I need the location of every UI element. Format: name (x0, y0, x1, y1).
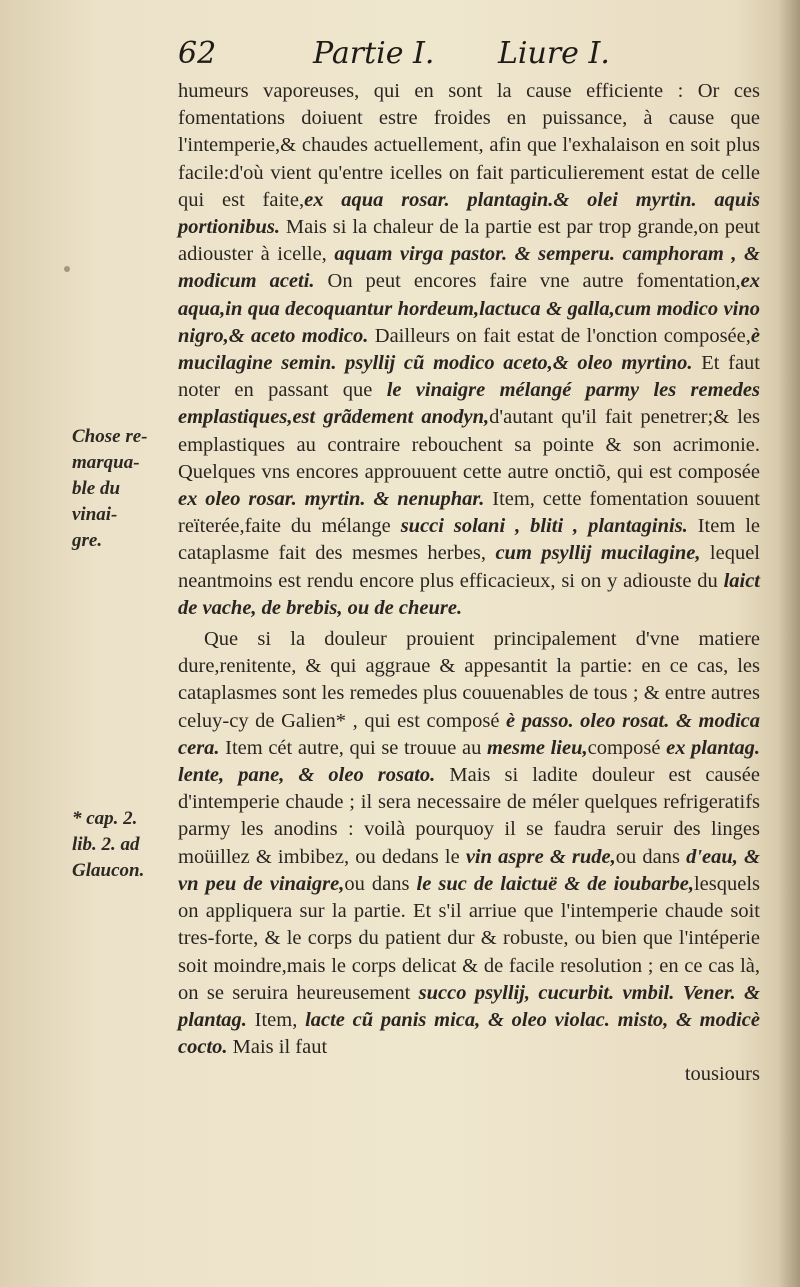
latin-phrase: le vinaigre mélangé parmy les remedes emplastiques,est grãdement anodyn, (178, 379, 761, 429)
latin-phrase: ex aqua rosar. plantagin.& olei myrtin. aquis portionibus. (178, 188, 761, 239)
latin-phrase: d'eau, & vn peu de vinaigre, (178, 845, 761, 895)
latin-phrase: vin aspre & rude, (465, 845, 616, 868)
paragraph (178, 78, 760, 622)
text-run: lequel neantmoins est rendu encore plus efficacieux, si on y adiouste du (178, 542, 761, 592)
text-run: Item cét autre, qui se trouue au (219, 736, 487, 759)
text-run: On peut encores faire vne autre fomentation, (314, 270, 741, 293)
text-run: lesquels on appliquera sur la partie. Et s'il arriue que l'intemperie chaude soit tres-forte, & le corps du patient dur & robuste, ou bien que l'intéperie soit moindre,mais le corps delicat & de facile resolution ; en ce cas là, on se seruira heureusement (178, 872, 760, 1004)
latin-phrase: è mucilagine semin. psyllij cũ modico aceto,& oleo myrtino. (178, 324, 760, 375)
margin-note-vinegar (72, 424, 172, 554)
text-run: Item, cette fomentation souuent reïterée,faite du mélange (178, 488, 760, 538)
latin-phrase: lacte cũ panis mica, & oleo violac. misto, & modicè cocto. (178, 1008, 760, 1059)
text-run: humeurs vaporeuses, qui en sont la cause efficiente : Or ces fomentations doiuent estre froides en puissance, à cause que l'intemperie,& chaudes actuellement, afin que l'exhalaison en soit plus facile:d'où vient qu'entre icelles on fait particulierement estat de celle qui est faite, (178, 80, 760, 211)
running-header (178, 36, 758, 76)
ink-spot (64, 266, 70, 272)
part-title: Partie I. (313, 36, 435, 71)
margin-note-line: * cap. 2. (72, 808, 138, 829)
text-run: ou dans (344, 872, 417, 895)
latin-phrase: cum psyllij mucilagine, (495, 542, 701, 565)
text-run: Mais il faut (227, 1036, 328, 1059)
book-title: Liure I. (498, 36, 610, 71)
latin-phrase: succi solani , bliti , plantaginis. (400, 515, 688, 538)
catchword: tousiours (684, 1063, 760, 1086)
margin-note-line: Chose re- (72, 426, 148, 447)
text-run: ou dans (615, 845, 687, 868)
margin-note-reference (72, 806, 172, 884)
latin-phrase: ex plantag. lente, pane, & oleo rosato. (178, 736, 760, 787)
page-edge-shadow (778, 0, 800, 1287)
margin-note-line: ble du (72, 478, 121, 499)
latin-phrase: succo psyllij, cucurbit. vmbil. Vener. & plantag. (178, 981, 760, 1031)
page-number: 62 (178, 36, 217, 71)
latin-phrase: laict de vache, de brebis, ou de cheure. (178, 569, 760, 619)
text-run: d'autant qu'il fait penetrer;& les emplastiques au contraire rebouchent sa pointe & son acrimonie. Quelques vns encores approuuent cette autre onctiõ, qui est composée (178, 406, 760, 483)
text-run: composé (587, 736, 667, 759)
text-run: Et faut noter en passant que (178, 352, 761, 402)
margin-note-line: lib. 2. ad (72, 834, 140, 855)
latin-phrase: mesme lieu, (486, 736, 588, 759)
latin-phrase: le suc de laictuë & de ioubarbe, (416, 872, 694, 895)
latin-phrase: ex oleo rosar. myrtin. & nenuphar. (178, 488, 485, 511)
margin-note-line: marqua- (72, 452, 140, 473)
main-text (178, 78, 760, 1089)
text-run: Mais si la chaleur de la partie est par trop grande,on peut adiouster à icelle, (178, 216, 760, 266)
paragraph (178, 626, 760, 1061)
latin-phrase: aquam virga pastor. & semperu. camphoram , & modicum aceti. (178, 243, 760, 293)
margin-note-line: gre. (72, 530, 103, 551)
text-run: Mais si ladite douleur est causée d'intemperie chaude ; il sera necessaire de méler quelques refrigeratifs parmy les anodins : voilà pourquoy il se faudra seruir des linges moüillez & imbibez, ou dedans le (178, 764, 760, 868)
text-run: Dailleurs on fait estat de l'onction composée, (368, 324, 751, 347)
margin-note-line: vinai- (72, 504, 118, 525)
margin-note-line: Glaucon. (72, 860, 145, 881)
text-run: Que si la douleur prouient principalement d'vne matiere dure,renitente, & qui aggraue & appesantit la partie: en ce cas, les cataplasmes sont les remedes plus couuenables de tous ; & entre autres celuy-cy de Galien* , qui est composé (178, 628, 760, 732)
latin-phrase: è passo. oleo rosat. & modica cera. (178, 709, 761, 759)
text-run: Item le cataplasme fait des mesmes herbes, (178, 515, 760, 565)
text-run: Item, (246, 1008, 306, 1031)
latin-phrase: ex aqua,in qua decoquantur hordeum,lactuca & galla,cum modico vino nigro,& aceto modico. (178, 270, 760, 347)
